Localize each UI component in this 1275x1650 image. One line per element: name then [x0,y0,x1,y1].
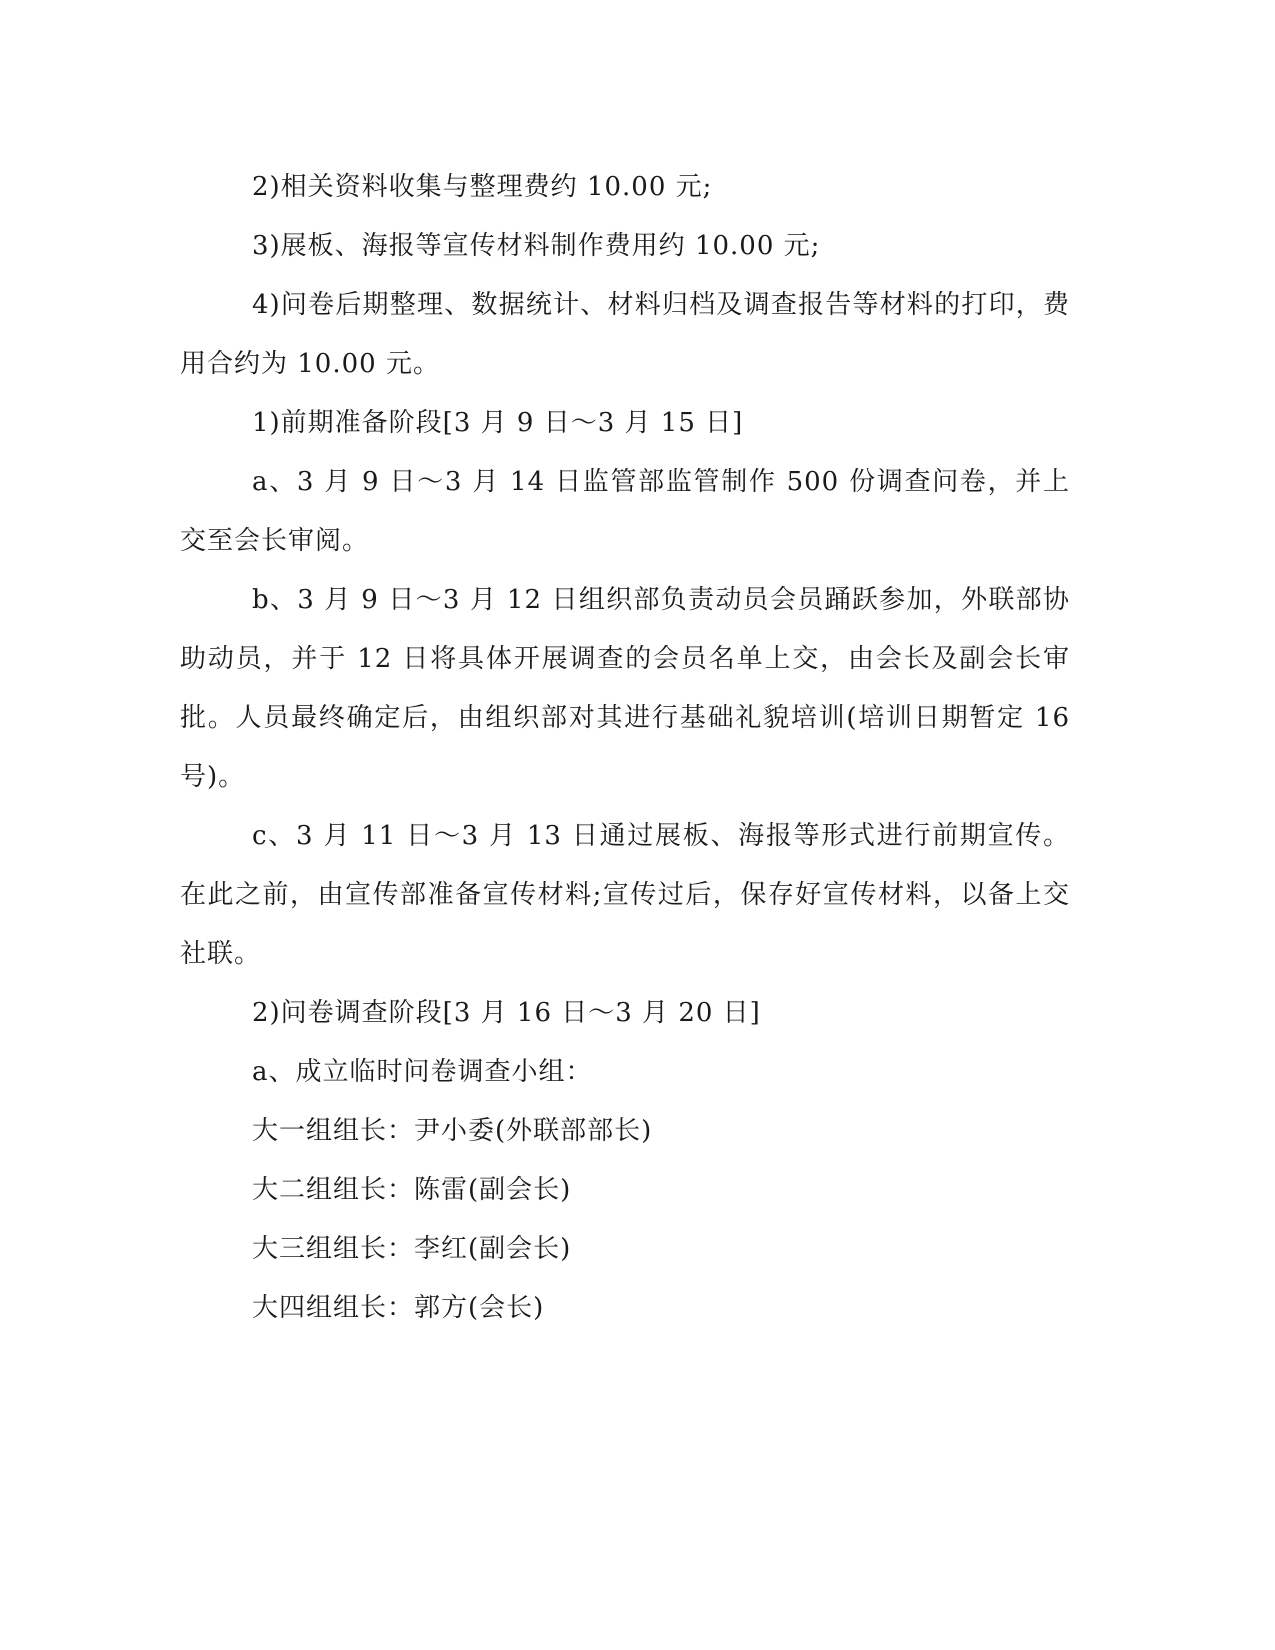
paragraph-prep-item-a: a、3 月 9 日～3 月 14 日监管部监管制作 500 份调查问卷，并上交至会长审阅。 [180,467,1070,556]
document-body [180,158,1070,1338]
paragraph-group-leader-2: 大二组组长：陈雷(副会长) [252,1175,572,1205]
paragraph-group-leader-1: 大一组组长：尹小委(外联部部长) [252,1116,653,1146]
paragraph-prep-item-b: b、3 月 9 日～3 月 12 日组织部负责动员会员踊跃参加，外联部协助动员，并于 12 日将具体开展调查的会员名单上交，由会长及副会长审批。人员最终确定后，由组织部对其进行基础礼貌培训(培训日期暂定 16 号)。 [180,585,1070,792]
paragraph-cost-materials: 2)相关资料收集与整理费约 10.00 元; [252,172,713,202]
paragraph-prep-item-c: c、3 月 11 日～3 月 13 日通过展板、海报等形式进行前期宣传。在此之前，由宣传部准备宣传材料;宣传过后，保存好宣传材料，以备上交社联。 [180,821,1070,969]
paragraph-cost-publicity: 3)展板、海报等宣传材料制作费用约 10.00 元; [252,231,821,261]
paragraph-survey-item-a: a、成立临时问卷调查小组： [252,1057,593,1087]
paragraph-cost-printing: 4)问卷后期整理、数据统计、材料归档及调查报告等材料的打印，费用合约为 10.00 元。 [180,290,1070,379]
paragraph-group-leader-4: 大四组组长：郭方(会长) [252,1293,545,1323]
paragraph-group-leader-3: 大三组组长：李红(副会长) [252,1234,572,1264]
paragraph-prep-stage-heading: 1)前期准备阶段[3 月 9 日～3 月 15 日] [252,408,744,438]
paragraph-survey-stage-heading: 2)问卷调查阶段[3 月 16 日～3 月 20 日] [252,998,761,1028]
